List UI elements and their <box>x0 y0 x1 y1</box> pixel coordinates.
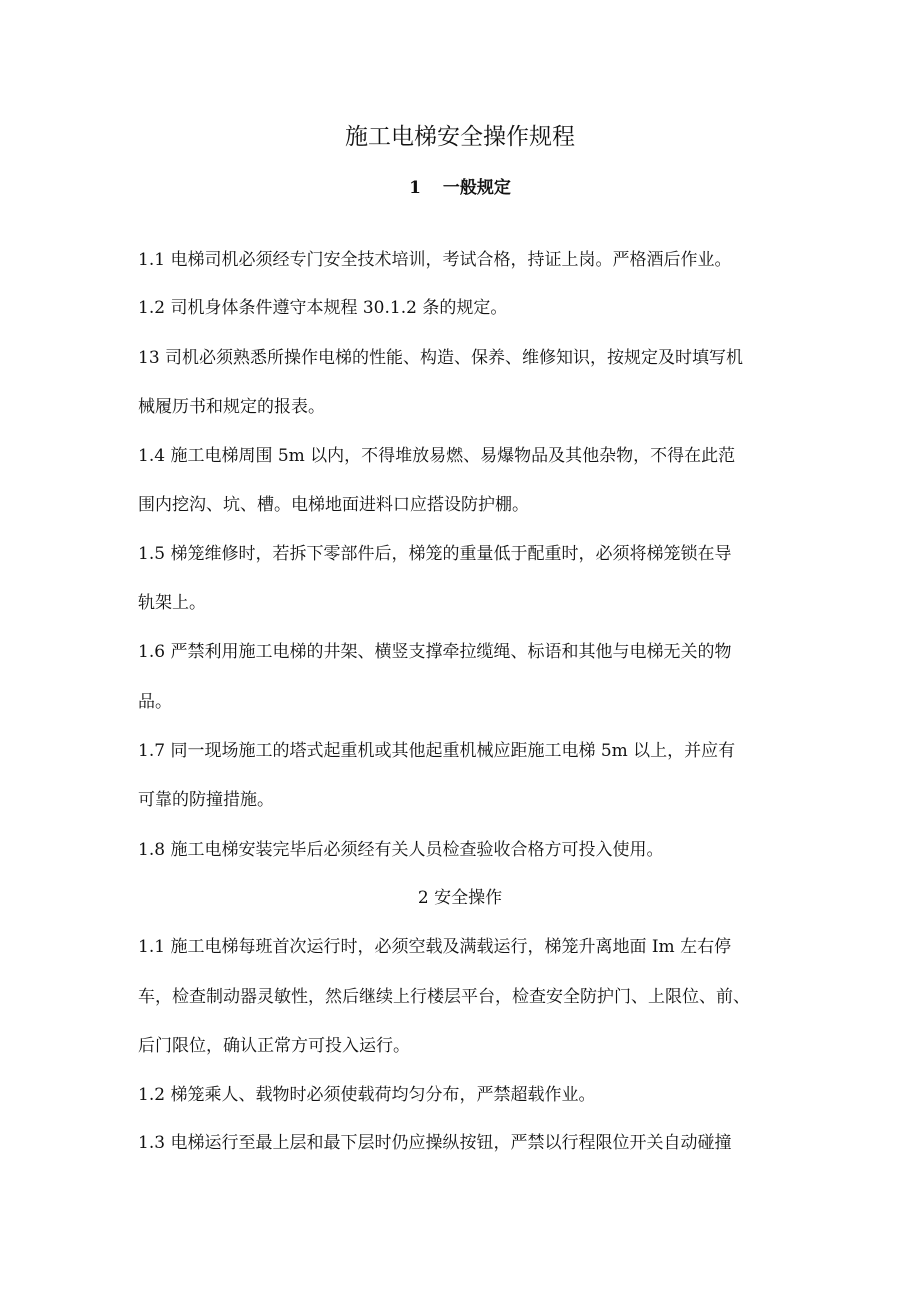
section-1-title: 一般规定 <box>442 178 511 198</box>
paragraph-line: 械履历书和规定的报表。 <box>138 397 325 417</box>
paragraph-line: 1.8 施工电梯安装完毕后必须经有关人员检查验收合格方可投入使用。 <box>138 840 664 860</box>
paragraph-line: 1.6 严禁利用施工电梯的井架、横竖支撑牵拉缆绳、标语和其他与电梯无关的物 <box>138 642 732 662</box>
paragraph-line: 1.2 梯笼乘人、载物时必须使载荷均匀分布，严禁超载作业。 <box>138 1085 596 1105</box>
paragraph-line: 1.1 施工电梯每班首次运行时，必须空载及满载运行，梯笼升离地面 Im 左右停 <box>138 937 732 957</box>
section-2-heading: 2 安全操作 <box>417 888 503 908</box>
section-1-heading <box>0 172 920 204</box>
paragraph-line: 1.7 同一现场施工的塔式起重机或其他起重机械应距施工电梯 5m 以上，并应有 <box>138 741 736 761</box>
paragraph-line: 品。 <box>138 692 172 712</box>
paragraph-line: 1.5 梯笼维修时，若拆下零部件后，梯笼的重量低于配重时，必须将梯笼锁在导 <box>138 544 732 564</box>
section-1-number: 1 <box>409 178 421 198</box>
document-title: 施工电梯安全操作规程 <box>345 124 575 150</box>
paragraph-line: 车，检查制动器灵敏性，然后继续上行楼层平台，检查安全防护门、上限位、前、 <box>138 987 750 1007</box>
paragraph-line: 围内挖沟、坑、槽。电梯地面进料口应搭设防护棚。 <box>138 495 529 515</box>
paragraph-line: 13 司机必须熟悉所操作电梯的性能、构造、保养、维修知识，按规定及时填写机 <box>138 348 744 368</box>
paragraph-line: 1.1 电梯司机必须经专门安全技术培训，考试合格，持证上岗。严格酒后作业。 <box>138 250 732 270</box>
paragraph-line: 1.4 施工电梯周围 5m 以内，不得堆放易燃、易爆物品及其他杂物，不得在此范 <box>138 446 736 466</box>
paragraph-line: 轨架上。 <box>138 593 206 613</box>
paragraph-line: 1.3 电梯运行至最上层和最下层时仍应操纵按钮，严禁以行程限位开关自动碰撞 <box>138 1133 732 1153</box>
paragraph-line: 后门限位，确认正常方可投入运行。 <box>138 1036 410 1056</box>
paragraph-line: 1.2 司机身体条件遵守本规程 30.1.2 条的规定。 <box>138 298 508 318</box>
paragraph-line: 可靠的防撞措施。 <box>138 790 274 810</box>
